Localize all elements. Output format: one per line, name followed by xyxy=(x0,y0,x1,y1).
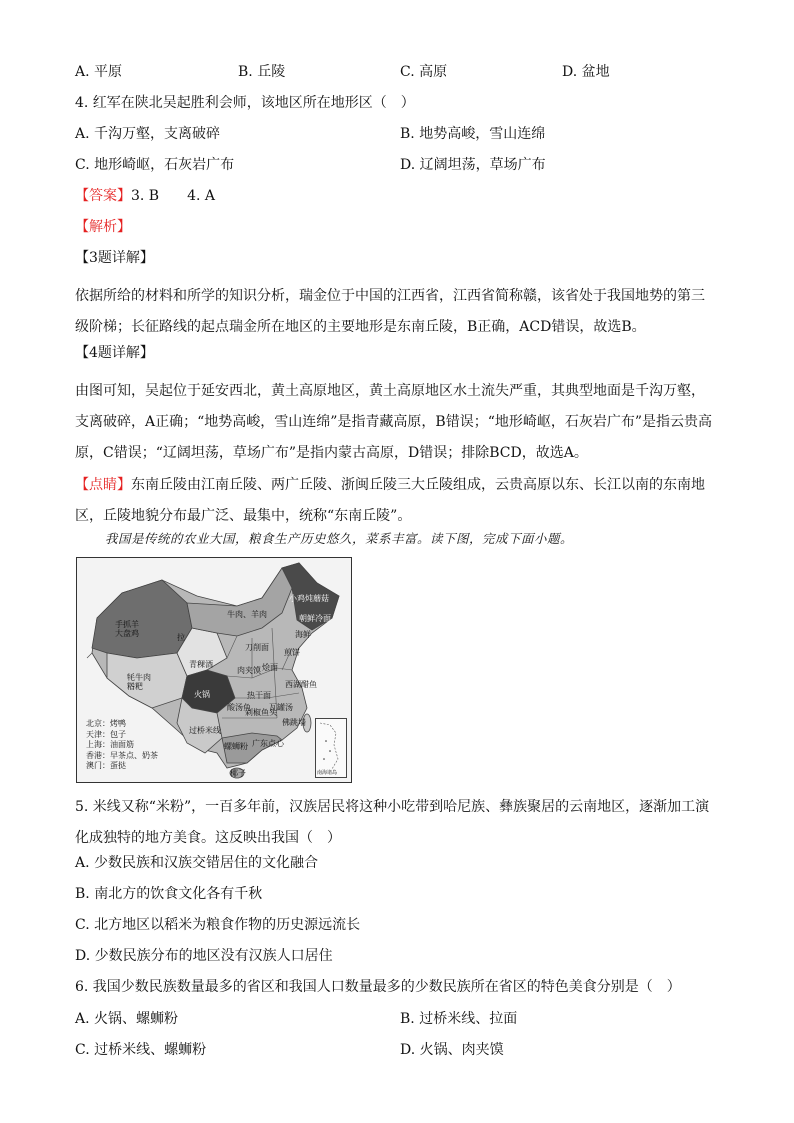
map-label-guangdong: 广东点心 xyxy=(252,739,284,748)
map-label-shanxi: 刀削面 xyxy=(245,643,269,652)
map-intro: 我国是传统的农业大国，粮食生产历史悠久，菜系丰富。读下图，完成下面小题。 xyxy=(105,531,574,546)
map-label-hubei: 热干面 xyxy=(247,691,271,700)
legend-item: 上海：油面筋 xyxy=(86,740,134,749)
q3-detail-tag: 【3题详解】 xyxy=(75,250,154,266)
map-label-hainan: 椰子 xyxy=(230,769,246,778)
legend-item: 北京：烤鸭 xyxy=(86,719,126,728)
map-label-heilongjiang: 小鸡炖蘑菇 xyxy=(289,594,329,603)
q6-option-a: A. 火锅、螺蛳粉 xyxy=(75,1011,179,1027)
q4-stem: 4. 红军在陕北吴起胜利会师，该地区所在地形区（ ） xyxy=(75,95,415,111)
map-label-jiangxi: 瓦罐汤 xyxy=(269,703,293,712)
q5-option-c: C. 北方地区以稻米为粮食作物的历史源远流长 xyxy=(75,917,361,933)
answer-tag: 【答案】 xyxy=(75,188,131,204)
map-label-liaoning: 海鲜 xyxy=(295,630,311,639)
map-label-jilin: 朝鲜冷面 xyxy=(299,614,331,623)
q3-option-c: C. 高原 xyxy=(400,64,448,80)
q6-option-c: C. 过桥米线、螺蛳粉 xyxy=(75,1042,207,1058)
q3-detail-text: 依据所给的材料和所学的知识分析，瑞金位于中国的江西省，江西省简称赣，该省处于我国地势的第三级阶梯；长征路线的起点瑞金所在地区的主要地形是东南丘陵，B正确，ACD错误，故选B。 xyxy=(75,288,705,335)
q3-option-a: A. 平原 xyxy=(75,64,123,80)
map-legend xyxy=(86,719,158,772)
q5-option-a: A. 少数民族和汉族交错居住的文化融合 xyxy=(75,855,319,871)
legend-item: 香港：早茶点、奶茶 xyxy=(86,750,158,760)
inset-label: 南海诸岛 xyxy=(317,770,338,776)
map-label-gansu: 拉 xyxy=(177,633,185,642)
q4-option-d: D. 辽阔坦荡，草场广布 xyxy=(400,157,546,173)
q4-option-a: A. 千沟万壑，支离破碎 xyxy=(75,126,221,142)
map-label-qinghai: 青稞酒 xyxy=(189,660,213,669)
note-tag: 【点睛】 xyxy=(75,477,131,493)
q6-stem: 6. 我国少数民族数量最多的省区和我国人口数量最多的少数民族所在省区的特色美食分别是（ ） xyxy=(75,979,681,995)
south-china-sea-inset xyxy=(315,718,347,778)
china-food-map xyxy=(76,557,352,783)
q5-option-d: D. 少数民族分布的地区没有汉族人口居住 xyxy=(75,948,333,964)
map-label-guizhou: 酸汤鱼 xyxy=(227,703,251,712)
q4-detail-tag: 【4题详解】 xyxy=(75,345,154,361)
map-label-shandong: 煎饼 xyxy=(284,648,300,657)
map-label-tibet: 牦牛肉 糌粑 xyxy=(127,673,151,691)
q5-stem: 5. 米线又称“米粉”，一百多年前，汉族居民将这种小吃带到哈尼族、彝族聚居的云南地区，逐渐加工演化成独特的地方美食。这反映出我国（ ） xyxy=(75,799,710,846)
map-label-yunnan: 过桥米线 xyxy=(189,726,221,735)
q5-option-b: B. 南北方的饮食文化各有千秋 xyxy=(75,886,263,902)
map-label-shaanxi: 肉夹馍 xyxy=(237,666,261,675)
q6-option-d: D. 火锅、肉夹馍 xyxy=(400,1042,504,1058)
q4-option-b: B. 地势高峻，雪山连绵 xyxy=(400,126,546,142)
map-label-guangxi: 螺蛳粉 xyxy=(224,742,248,751)
q3-option-d: D. 盆地 xyxy=(562,64,610,80)
legend-item: 天津：包子 xyxy=(86,729,126,739)
map-label-sichuan: 火锅 xyxy=(194,690,210,699)
q3-option-b: B. 丘陵 xyxy=(238,64,286,80)
analysis-tag: 【解析】 xyxy=(75,219,131,235)
answer-text: 3. B 4. A xyxy=(131,188,216,204)
answer-line xyxy=(75,186,215,206)
q4-detail-text: 由图可知，吴起位于延安西北，黄土高原地区，黄土高原地区水土流失严重，其典型地面是千沟万壑，支离破碎，A正确；“地势高峻，雪山连绵”是指青藏高原，B错误；“地形崎岖，石灰岩广布”是指云贵高原，C错误；“辽阔坦荡，草场广布”是指内蒙古高原，D错误；排除BCD，故选A。 xyxy=(75,383,713,461)
q4-option-c: C. 地形崎岖，石灰岩广布 xyxy=(75,157,235,173)
map-label-henan: 烩面 xyxy=(262,663,278,672)
note-text: 东南丘陵由江南丘陵、两广丘陵、浙闽丘陵三大丘陵组成，云贵高原以东、长江以南的东南地区，丘陵地貌分布最广泛、最集中，统称“东南丘陵”。 xyxy=(75,477,705,524)
map-label-xinjiang: 手抓羊 大盘鸡 xyxy=(115,620,139,638)
map-label-fujian: 佛跳墙 xyxy=(282,718,306,727)
q6-option-b: B. 过桥米线、拉面 xyxy=(400,1011,518,1027)
legend-item: 澳门：蛋挞 xyxy=(86,761,126,770)
map-label-inner-mongolia: 牛肉、羊肉 xyxy=(227,610,267,619)
map-label-hunan: 剁椒鱼头 xyxy=(245,708,277,717)
note-paragraph xyxy=(75,470,715,532)
map-label-zhejiang: 西湖醋鱼 xyxy=(285,680,317,689)
